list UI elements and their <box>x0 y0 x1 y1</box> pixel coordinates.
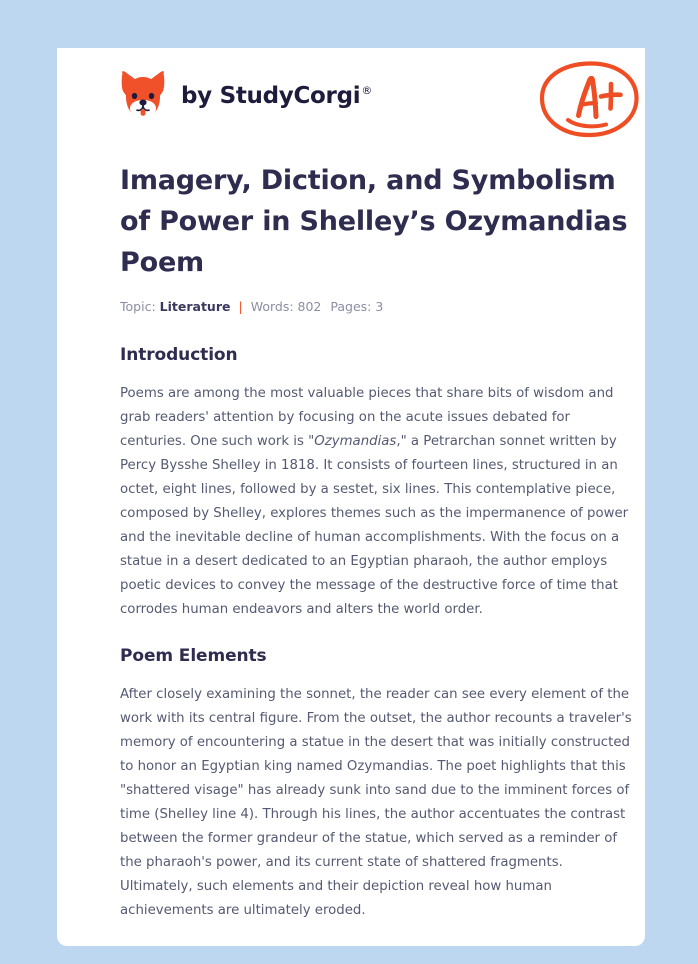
words-value: 802 <box>297 299 322 314</box>
corgi-face-icon <box>120 70 166 122</box>
document-header <box>120 48 632 160</box>
section-introduction <box>120 345 632 622</box>
pages-label: Pages: <box>330 299 372 314</box>
paragraph-text-part-2: ," a Petrarchan sonnet written by Percy Bysshe Shelley in 1818. It consists of fourteen lines, structured in an octet, eight lines, followed by a sestet, six lines. This contemplative piece, composed by Shelley, explores themes such as the impermanence of power and the inevitable decline of human accomplishments. With the focus on a statue in a desert dedicated to an Egyptian pharaoh, the author employs poetic devices to convey the message of the destructive force of time that corrodes human endeavors and alters the world order. <box>120 433 629 617</box>
brand-wordmark <box>181 82 373 109</box>
paragraph-emphasis-ozymandias: Ozymandias <box>314 433 397 449</box>
section-heading-poem-elements: Poem Elements <box>120 645 267 666</box>
grade-a-plus-badge-icon <box>535 56 643 142</box>
studycorgi-brand[interactable] <box>120 70 372 122</box>
words-label: Words: <box>250 299 294 314</box>
paragraph-poem-elements: After closely examining the sonnet, the reader can see every element of the work with its central figure. From the outset, the author recounts a traveler's memory of encountering a statue in the desert that was initially constructed to honor an Egyptian king named Ozymandias. The poet highlights that this "shattered visage" has already sunk into sand due to the imminent forces of time (Shelley line 4). Through his lines, the author accentuates the contrast between the former grandeur of the statue, which served as a reminder of the pharaoh's power, and its current state of shattered fragments. Ultimately, such elements and their depiction reveal how human achievements are ultimately eroded. <box>120 686 632 918</box>
brand-prefix: by <box>181 82 220 109</box>
document-content-column <box>120 48 632 923</box>
topic-value[interactable]: Literature <box>159 299 231 314</box>
document-meta <box>120 301 632 314</box>
registered-trademark-icon: ® <box>361 83 373 97</box>
section-poem-elements <box>120 646 632 923</box>
document-page-sheet <box>57 48 645 946</box>
paragraph-introduction <box>120 382 632 622</box>
meta-separator: | <box>238 299 243 314</box>
page-title: Imagery, Diction, and Symbolism of Power in Shelley’s Ozymandias Poem <box>120 165 628 278</box>
paragraph-text-part-1: Poems are among the most valuable pieces that share bits of wisdom and grab readers' attention by focusing on the acute issues debated for centuries. One such work is " <box>120 385 614 449</box>
pages-value: 3 <box>375 299 384 314</box>
brand-name: StudyCorgi <box>219 82 361 109</box>
section-heading-introduction: Introduction <box>120 344 238 365</box>
topic-label: Topic: <box>120 299 156 314</box>
